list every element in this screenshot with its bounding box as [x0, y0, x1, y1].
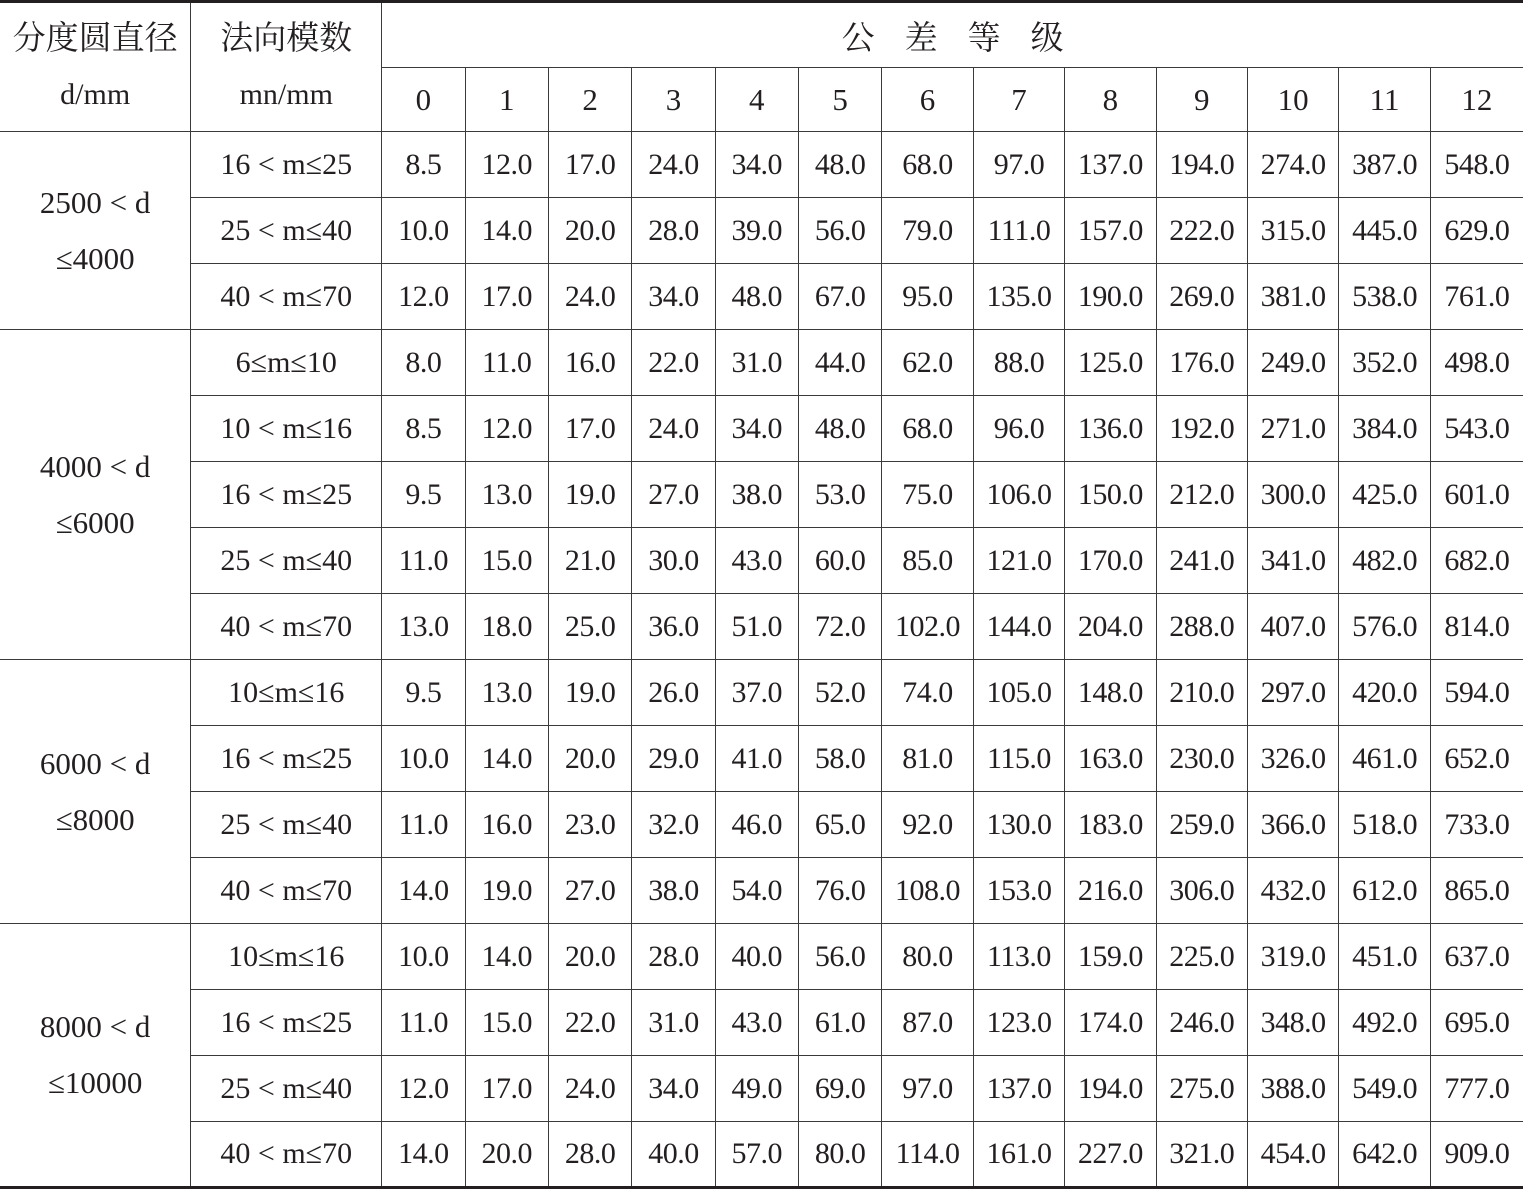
diameter-range-cell: [0, 660, 191, 924]
tolerance-value-cell: 652.0: [1430, 726, 1523, 792]
tolerance-value-cell: 105.0: [973, 660, 1064, 726]
tolerance-value-cell: 18.0: [465, 594, 548, 660]
tolerance-value-cell: 174.0: [1065, 990, 1156, 1056]
tolerance-value-cell: 106.0: [973, 462, 1064, 528]
diameter-range-line1: 4000 < d: [39, 448, 151, 484]
tolerance-value-cell: 28.0: [632, 198, 715, 264]
tolerance-value-cell: 321.0: [1156, 1122, 1247, 1188]
tolerance-value-cell: 230.0: [1156, 726, 1247, 792]
tolerance-value-cell: 159.0: [1065, 924, 1156, 990]
tolerance-value-cell: 36.0: [632, 594, 715, 660]
tolerance-value-cell: 34.0: [715, 396, 798, 462]
tolerance-value-cell: 92.0: [882, 792, 973, 858]
tolerance-value-cell: 60.0: [798, 528, 881, 594]
tolerance-value-cell: 548.0: [1430, 132, 1523, 198]
tolerance-value-cell: 300.0: [1247, 462, 1338, 528]
tolerance-value-cell: 461.0: [1339, 726, 1430, 792]
module-header-title: 法向模数: [220, 21, 353, 57]
tolerance-value-cell: 384.0: [1339, 396, 1430, 462]
tolerance-value-cell: 24.0: [548, 1056, 631, 1122]
tolerance-value-cell: 125.0: [1065, 330, 1156, 396]
diameter-range-line2: ≤6000: [55, 504, 135, 540]
tolerance-value-cell: 204.0: [1065, 594, 1156, 660]
tolerance-value-cell: 75.0: [882, 462, 973, 528]
module-header-unit: mn/mm: [239, 78, 333, 111]
module-range-cell: 40 < m≤70: [191, 594, 382, 660]
tolerance-value-cell: 518.0: [1339, 792, 1430, 858]
tolerance-value-cell: 246.0: [1156, 990, 1247, 1056]
tolerance-value-cell: 137.0: [973, 1056, 1064, 1122]
tolerance-value-cell: 612.0: [1339, 858, 1430, 924]
tolerance-value-cell: 492.0: [1339, 990, 1430, 1056]
tolerance-value-cell: 11.0: [382, 528, 465, 594]
tolerance-value-cell: 14.0: [382, 858, 465, 924]
tolerance-value-cell: 407.0: [1247, 594, 1338, 660]
tolerance-value-cell: 24.0: [632, 396, 715, 462]
tolerance-value-cell: 212.0: [1156, 462, 1247, 528]
tolerance-value-cell: 637.0: [1430, 924, 1523, 990]
table-row: [0, 132, 1523, 198]
tolerance-value-cell: 68.0: [882, 396, 973, 462]
tolerance-value-cell: 8.5: [382, 132, 465, 198]
tolerance-value-cell: 761.0: [1430, 264, 1523, 330]
tolerance-value-cell: 31.0: [715, 330, 798, 396]
tolerance-value-cell: 30.0: [632, 528, 715, 594]
tolerance-value-cell: 57.0: [715, 1122, 798, 1188]
tolerance-value-cell: 11.0: [465, 330, 548, 396]
tolerance-value-cell: 27.0: [548, 858, 631, 924]
tolerance-value-cell: 80.0: [882, 924, 973, 990]
tolerance-value-cell: 102.0: [882, 594, 973, 660]
table-row: [0, 726, 1523, 792]
tolerance-value-cell: 420.0: [1339, 660, 1430, 726]
tolerance-value-cell: 76.0: [798, 858, 881, 924]
tolerance-value-cell: 11.0: [382, 792, 465, 858]
tolerance-value-cell: 81.0: [882, 726, 973, 792]
table-row: [0, 528, 1523, 594]
tolerance-value-cell: 543.0: [1430, 396, 1523, 462]
tolerance-value-cell: 52.0: [798, 660, 881, 726]
tolerance-value-cell: 454.0: [1247, 1122, 1338, 1188]
module-range-cell: 25 < m≤40: [191, 792, 382, 858]
module-range-cell: 10 < m≤16: [191, 396, 382, 462]
tolerance-value-cell: 274.0: [1247, 132, 1338, 198]
tolerance-value-cell: 21.0: [548, 528, 631, 594]
tolerance-value-cell: 22.0: [548, 990, 631, 1056]
tolerance-value-cell: 161.0: [973, 1122, 1064, 1188]
tolerance-value-cell: 19.0: [465, 858, 548, 924]
tolerance-value-cell: 65.0: [798, 792, 881, 858]
tolerance-value-cell: 20.0: [548, 198, 631, 264]
diameter-range-line1: 2500 < d: [39, 184, 151, 220]
tolerance-value-cell: 38.0: [632, 858, 715, 924]
tolerance-value-cell: 144.0: [973, 594, 1064, 660]
tolerance-value-cell: 249.0: [1247, 330, 1338, 396]
tolerance-value-cell: 61.0: [798, 990, 881, 1056]
table-body: [0, 132, 1523, 1188]
tolerance-value-cell: 22.0: [632, 330, 715, 396]
tolerance-value-cell: 31.0: [632, 990, 715, 1056]
tolerance-value-cell: 227.0: [1065, 1122, 1156, 1188]
tolerance-value-cell: 37.0: [715, 660, 798, 726]
module-range-cell: 16 < m≤25: [191, 990, 382, 1056]
tolerance-value-cell: 69.0: [798, 1056, 881, 1122]
grade-header-cell: 8: [1065, 68, 1156, 132]
tolerance-value-cell: 12.0: [382, 1056, 465, 1122]
tolerance-value-cell: 777.0: [1430, 1056, 1523, 1122]
grade-header-cell: 9: [1156, 68, 1247, 132]
tolerance-value-cell: 549.0: [1339, 1056, 1430, 1122]
tolerance-value-cell: 194.0: [1065, 1056, 1156, 1122]
tolerance-value-cell: 115.0: [973, 726, 1064, 792]
module-range-cell: 16 < m≤25: [191, 726, 382, 792]
tolerance-value-cell: 48.0: [798, 396, 881, 462]
table-row: [0, 198, 1523, 264]
tolerance-value-cell: 56.0: [798, 924, 881, 990]
diameter-range-cell: [0, 924, 191, 1188]
tolerance-value-cell: 352.0: [1339, 330, 1430, 396]
tolerance-value-cell: 136.0: [1065, 396, 1156, 462]
tolerance-value-cell: 46.0: [715, 792, 798, 858]
tolerance-value-cell: 130.0: [973, 792, 1064, 858]
table-row: [0, 990, 1523, 1056]
tolerance-value-cell: 576.0: [1339, 594, 1430, 660]
tolerance-value-cell: 39.0: [715, 198, 798, 264]
tolerance-value-cell: 20.0: [465, 1122, 548, 1188]
tolerance-value-cell: 9.5: [382, 660, 465, 726]
tolerance-value-cell: 17.0: [548, 396, 631, 462]
module-range-cell: 25 < m≤40: [191, 198, 382, 264]
tolerance-value-cell: 41.0: [715, 726, 798, 792]
tolerance-value-cell: 865.0: [1430, 858, 1523, 924]
diameter-range-line2: ≤10000: [47, 1065, 143, 1100]
tolerance-value-cell: 8.0: [382, 330, 465, 396]
tolerance-value-cell: 642.0: [1339, 1122, 1430, 1188]
tolerance-value-cell: 425.0: [1339, 462, 1430, 528]
tolerance-value-cell: 20.0: [548, 726, 631, 792]
tolerance-value-cell: 34.0: [632, 1056, 715, 1122]
tolerance-value-cell: 16.0: [548, 330, 631, 396]
grade-header-cell: 11: [1339, 68, 1430, 132]
grade-header-cell: 1: [465, 68, 548, 132]
table-row: [0, 462, 1523, 528]
tolerance-value-cell: 32.0: [632, 792, 715, 858]
tolerance-value-cell: 43.0: [715, 528, 798, 594]
tolerance-value-cell: 54.0: [715, 858, 798, 924]
tolerance-value-cell: 43.0: [715, 990, 798, 1056]
grade-header-cell: 3: [632, 68, 715, 132]
tolerance-value-cell: 85.0: [882, 528, 973, 594]
module-range-cell: 40 < m≤70: [191, 858, 382, 924]
tolerance-value-cell: 315.0: [1247, 198, 1338, 264]
table-row: [0, 330, 1523, 396]
diameter-range-line2: ≤8000: [55, 801, 135, 837]
tolerance-value-cell: 326.0: [1247, 726, 1338, 792]
tolerance-value-cell: 97.0: [973, 132, 1064, 198]
module-range-cell: 40 < m≤70: [191, 1122, 382, 1188]
diameter-range-line2: ≤4000: [55, 240, 135, 276]
diameter-header: [0, 2, 191, 132]
tolerance-value-cell: 24.0: [548, 264, 631, 330]
diameter-range-cell: [0, 132, 191, 330]
grade-header-cell: 12: [1430, 68, 1523, 132]
tolerance-value-cell: 909.0: [1430, 1122, 1523, 1188]
diameter-range-cell: [0, 330, 191, 660]
tolerance-value-cell: 157.0: [1065, 198, 1156, 264]
tolerance-value-cell: 44.0: [798, 330, 881, 396]
tolerance-value-cell: 153.0: [973, 858, 1064, 924]
header-row-1: [0, 2, 1523, 68]
diameter-header-unit: d/mm: [60, 78, 131, 111]
tolerance-value-cell: 25.0: [548, 594, 631, 660]
tolerance-value-cell: 814.0: [1430, 594, 1523, 660]
tolerance-value-cell: 19.0: [548, 462, 631, 528]
tolerance-value-cell: 190.0: [1065, 264, 1156, 330]
tolerance-value-cell: 16.0: [465, 792, 548, 858]
tolerance-value-cell: 432.0: [1247, 858, 1338, 924]
diameter-range-line1: 6000 < d: [39, 745, 151, 781]
grade-header-cell: 5: [798, 68, 881, 132]
tolerance-value-cell: 733.0: [1430, 792, 1523, 858]
tolerance-value-cell: 13.0: [465, 660, 548, 726]
tolerance-value-cell: 341.0: [1247, 528, 1338, 594]
tolerance-value-cell: 216.0: [1065, 858, 1156, 924]
tolerance-value-cell: 88.0: [973, 330, 1064, 396]
tolerance-value-cell: 14.0: [465, 726, 548, 792]
tolerance-value-cell: 445.0: [1339, 198, 1430, 264]
tolerance-value-cell: 366.0: [1247, 792, 1338, 858]
tolerance-value-cell: 498.0: [1430, 330, 1523, 396]
table-row: [0, 924, 1523, 990]
tolerance-value-cell: 682.0: [1430, 528, 1523, 594]
grade-header-cell: 0: [382, 68, 465, 132]
tolerance-value-cell: 20.0: [548, 924, 631, 990]
tolerance-value-cell: 29.0: [632, 726, 715, 792]
module-range-cell: 40 < m≤70: [191, 264, 382, 330]
tolerance-value-cell: 40.0: [632, 1122, 715, 1188]
diameter-header-title: 分度圆直径: [12, 21, 178, 57]
tolerance-value-cell: 210.0: [1156, 660, 1247, 726]
tolerance-value-cell: 34.0: [715, 132, 798, 198]
tolerance-value-cell: 19.0: [548, 660, 631, 726]
tolerance-value-cell: 288.0: [1156, 594, 1247, 660]
tolerance-value-cell: 183.0: [1065, 792, 1156, 858]
tolerance-value-cell: 306.0: [1156, 858, 1247, 924]
tolerance-value-cell: 10.0: [382, 726, 465, 792]
tolerance-value-cell: 192.0: [1156, 396, 1247, 462]
tolerance-value-cell: 275.0: [1156, 1056, 1247, 1122]
table-row: [0, 594, 1523, 660]
tolerance-value-cell: 13.0: [465, 462, 548, 528]
tolerance-value-cell: 451.0: [1339, 924, 1430, 990]
tolerance-value-cell: 241.0: [1156, 528, 1247, 594]
grade-header-cell: 10: [1247, 68, 1338, 132]
tolerance-value-cell: 271.0: [1247, 396, 1338, 462]
tolerance-value-cell: 17.0: [548, 132, 631, 198]
tolerance-value-cell: 629.0: [1430, 198, 1523, 264]
grade-header-cell: 6: [882, 68, 973, 132]
tolerance-value-cell: 170.0: [1065, 528, 1156, 594]
tolerance-value-cell: 387.0: [1339, 132, 1430, 198]
tolerance-value-cell: 58.0: [798, 726, 881, 792]
tolerance-value-cell: 10.0: [382, 198, 465, 264]
module-range-cell: 16 < m≤25: [191, 462, 382, 528]
tolerance-value-cell: 97.0: [882, 1056, 973, 1122]
tolerance-value-cell: 51.0: [715, 594, 798, 660]
tolerance-value-cell: 150.0: [1065, 462, 1156, 528]
module-range-cell: 16 < m≤25: [191, 132, 382, 198]
tolerance-value-cell: 68.0: [882, 132, 973, 198]
tolerance-value-cell: 34.0: [632, 264, 715, 330]
tolerance-value-cell: 381.0: [1247, 264, 1338, 330]
tolerance-value-cell: 269.0: [1156, 264, 1247, 330]
tolerance-value-cell: 601.0: [1430, 462, 1523, 528]
tolerance-value-cell: 24.0: [632, 132, 715, 198]
tolerance-value-cell: 194.0: [1156, 132, 1247, 198]
table-row: [0, 264, 1523, 330]
tolerance-value-cell: 538.0: [1339, 264, 1430, 330]
tolerance-value-cell: 111.0: [973, 198, 1064, 264]
tolerance-value-cell: 259.0: [1156, 792, 1247, 858]
grade-header-cell: 4: [715, 68, 798, 132]
tolerance-value-cell: 15.0: [465, 990, 548, 1056]
tolerance-value-cell: 23.0: [548, 792, 631, 858]
tolerance-value-cell: 14.0: [465, 198, 548, 264]
table-row: [0, 660, 1523, 726]
module-range-cell: 10≤m≤16: [191, 660, 382, 726]
table-row: [0, 396, 1523, 462]
module-header: [191, 2, 382, 132]
tolerance-value-cell: 114.0: [882, 1122, 973, 1188]
tolerance-value-cell: 38.0: [715, 462, 798, 528]
tolerance-value-cell: 48.0: [715, 264, 798, 330]
tolerance-value-cell: 388.0: [1247, 1056, 1338, 1122]
tolerance-value-cell: 79.0: [882, 198, 973, 264]
tolerance-value-cell: 137.0: [1065, 132, 1156, 198]
tolerance-value-cell: 95.0: [882, 264, 973, 330]
table-row: [0, 858, 1523, 924]
module-range-cell: 25 < m≤40: [191, 528, 382, 594]
tolerance-value-cell: 56.0: [798, 198, 881, 264]
diameter-range-line1: 8000 < d: [39, 1009, 151, 1044]
grade-header-cell: 7: [973, 68, 1064, 132]
table-row: [0, 792, 1523, 858]
tolerance-value-cell: 17.0: [465, 264, 548, 330]
tolerance-value-cell: 11.0: [382, 990, 465, 1056]
tolerance-value-cell: 48.0: [798, 132, 881, 198]
tolerance-value-cell: 13.0: [382, 594, 465, 660]
tolerance-value-cell: 348.0: [1247, 990, 1338, 1056]
tolerance-value-cell: 28.0: [632, 924, 715, 990]
tolerance-value-cell: 26.0: [632, 660, 715, 726]
tolerance-value-cell: 74.0: [882, 660, 973, 726]
tolerance-value-cell: 8.5: [382, 396, 465, 462]
tolerance-value-cell: 15.0: [465, 528, 548, 594]
tolerance-value-cell: 225.0: [1156, 924, 1247, 990]
tolerance-value-cell: 222.0: [1156, 198, 1247, 264]
grade-header-title: 公差等级: [382, 2, 1523, 68]
tolerance-value-cell: 28.0: [548, 1122, 631, 1188]
table-row: [0, 1122, 1523, 1188]
tolerance-value-cell: 135.0: [973, 264, 1064, 330]
grade-header-cell: 2: [548, 68, 631, 132]
tolerance-value-cell: 9.5: [382, 462, 465, 528]
tolerance-value-cell: 96.0: [973, 396, 1064, 462]
tolerance-value-cell: 14.0: [465, 924, 548, 990]
tolerance-value-cell: 17.0: [465, 1056, 548, 1122]
tolerance-value-cell: 113.0: [973, 924, 1064, 990]
tolerance-value-cell: 482.0: [1339, 528, 1430, 594]
tolerance-value-cell: 297.0: [1247, 660, 1338, 726]
module-range-cell: 6≤m≤10: [191, 330, 382, 396]
tolerance-value-cell: 12.0: [465, 396, 548, 462]
tolerance-value-cell: 72.0: [798, 594, 881, 660]
tolerance-value-cell: 40.0: [715, 924, 798, 990]
tolerance-value-cell: 80.0: [798, 1122, 881, 1188]
tolerance-value-cell: 27.0: [632, 462, 715, 528]
tolerance-value-cell: 10.0: [382, 924, 465, 990]
tolerance-value-cell: 12.0: [465, 132, 548, 198]
tolerance-value-cell: 319.0: [1247, 924, 1338, 990]
module-range-cell: 25 < m≤40: [191, 1056, 382, 1122]
tolerance-value-cell: 87.0: [882, 990, 973, 1056]
module-range-cell: 10≤m≤16: [191, 924, 382, 990]
tolerance-value-cell: 49.0: [715, 1056, 798, 1122]
tolerance-value-cell: 67.0: [798, 264, 881, 330]
tolerance-value-cell: 123.0: [973, 990, 1064, 1056]
tolerance-value-cell: 176.0: [1156, 330, 1247, 396]
table-header: [0, 2, 1523, 132]
tolerance-value-cell: 53.0: [798, 462, 881, 528]
tolerance-value-cell: 121.0: [973, 528, 1064, 594]
tolerance-value-cell: 108.0: [882, 858, 973, 924]
table-row: [0, 1056, 1523, 1122]
tolerance-value-cell: 148.0: [1065, 660, 1156, 726]
tolerance-value-cell: 594.0: [1430, 660, 1523, 726]
tolerance-value-cell: 14.0: [382, 1122, 465, 1188]
tolerance-value-cell: 12.0: [382, 264, 465, 330]
tolerance-value-cell: 62.0: [882, 330, 973, 396]
tolerance-value-cell: 163.0: [1065, 726, 1156, 792]
tolerance-value-cell: 695.0: [1430, 990, 1523, 1056]
